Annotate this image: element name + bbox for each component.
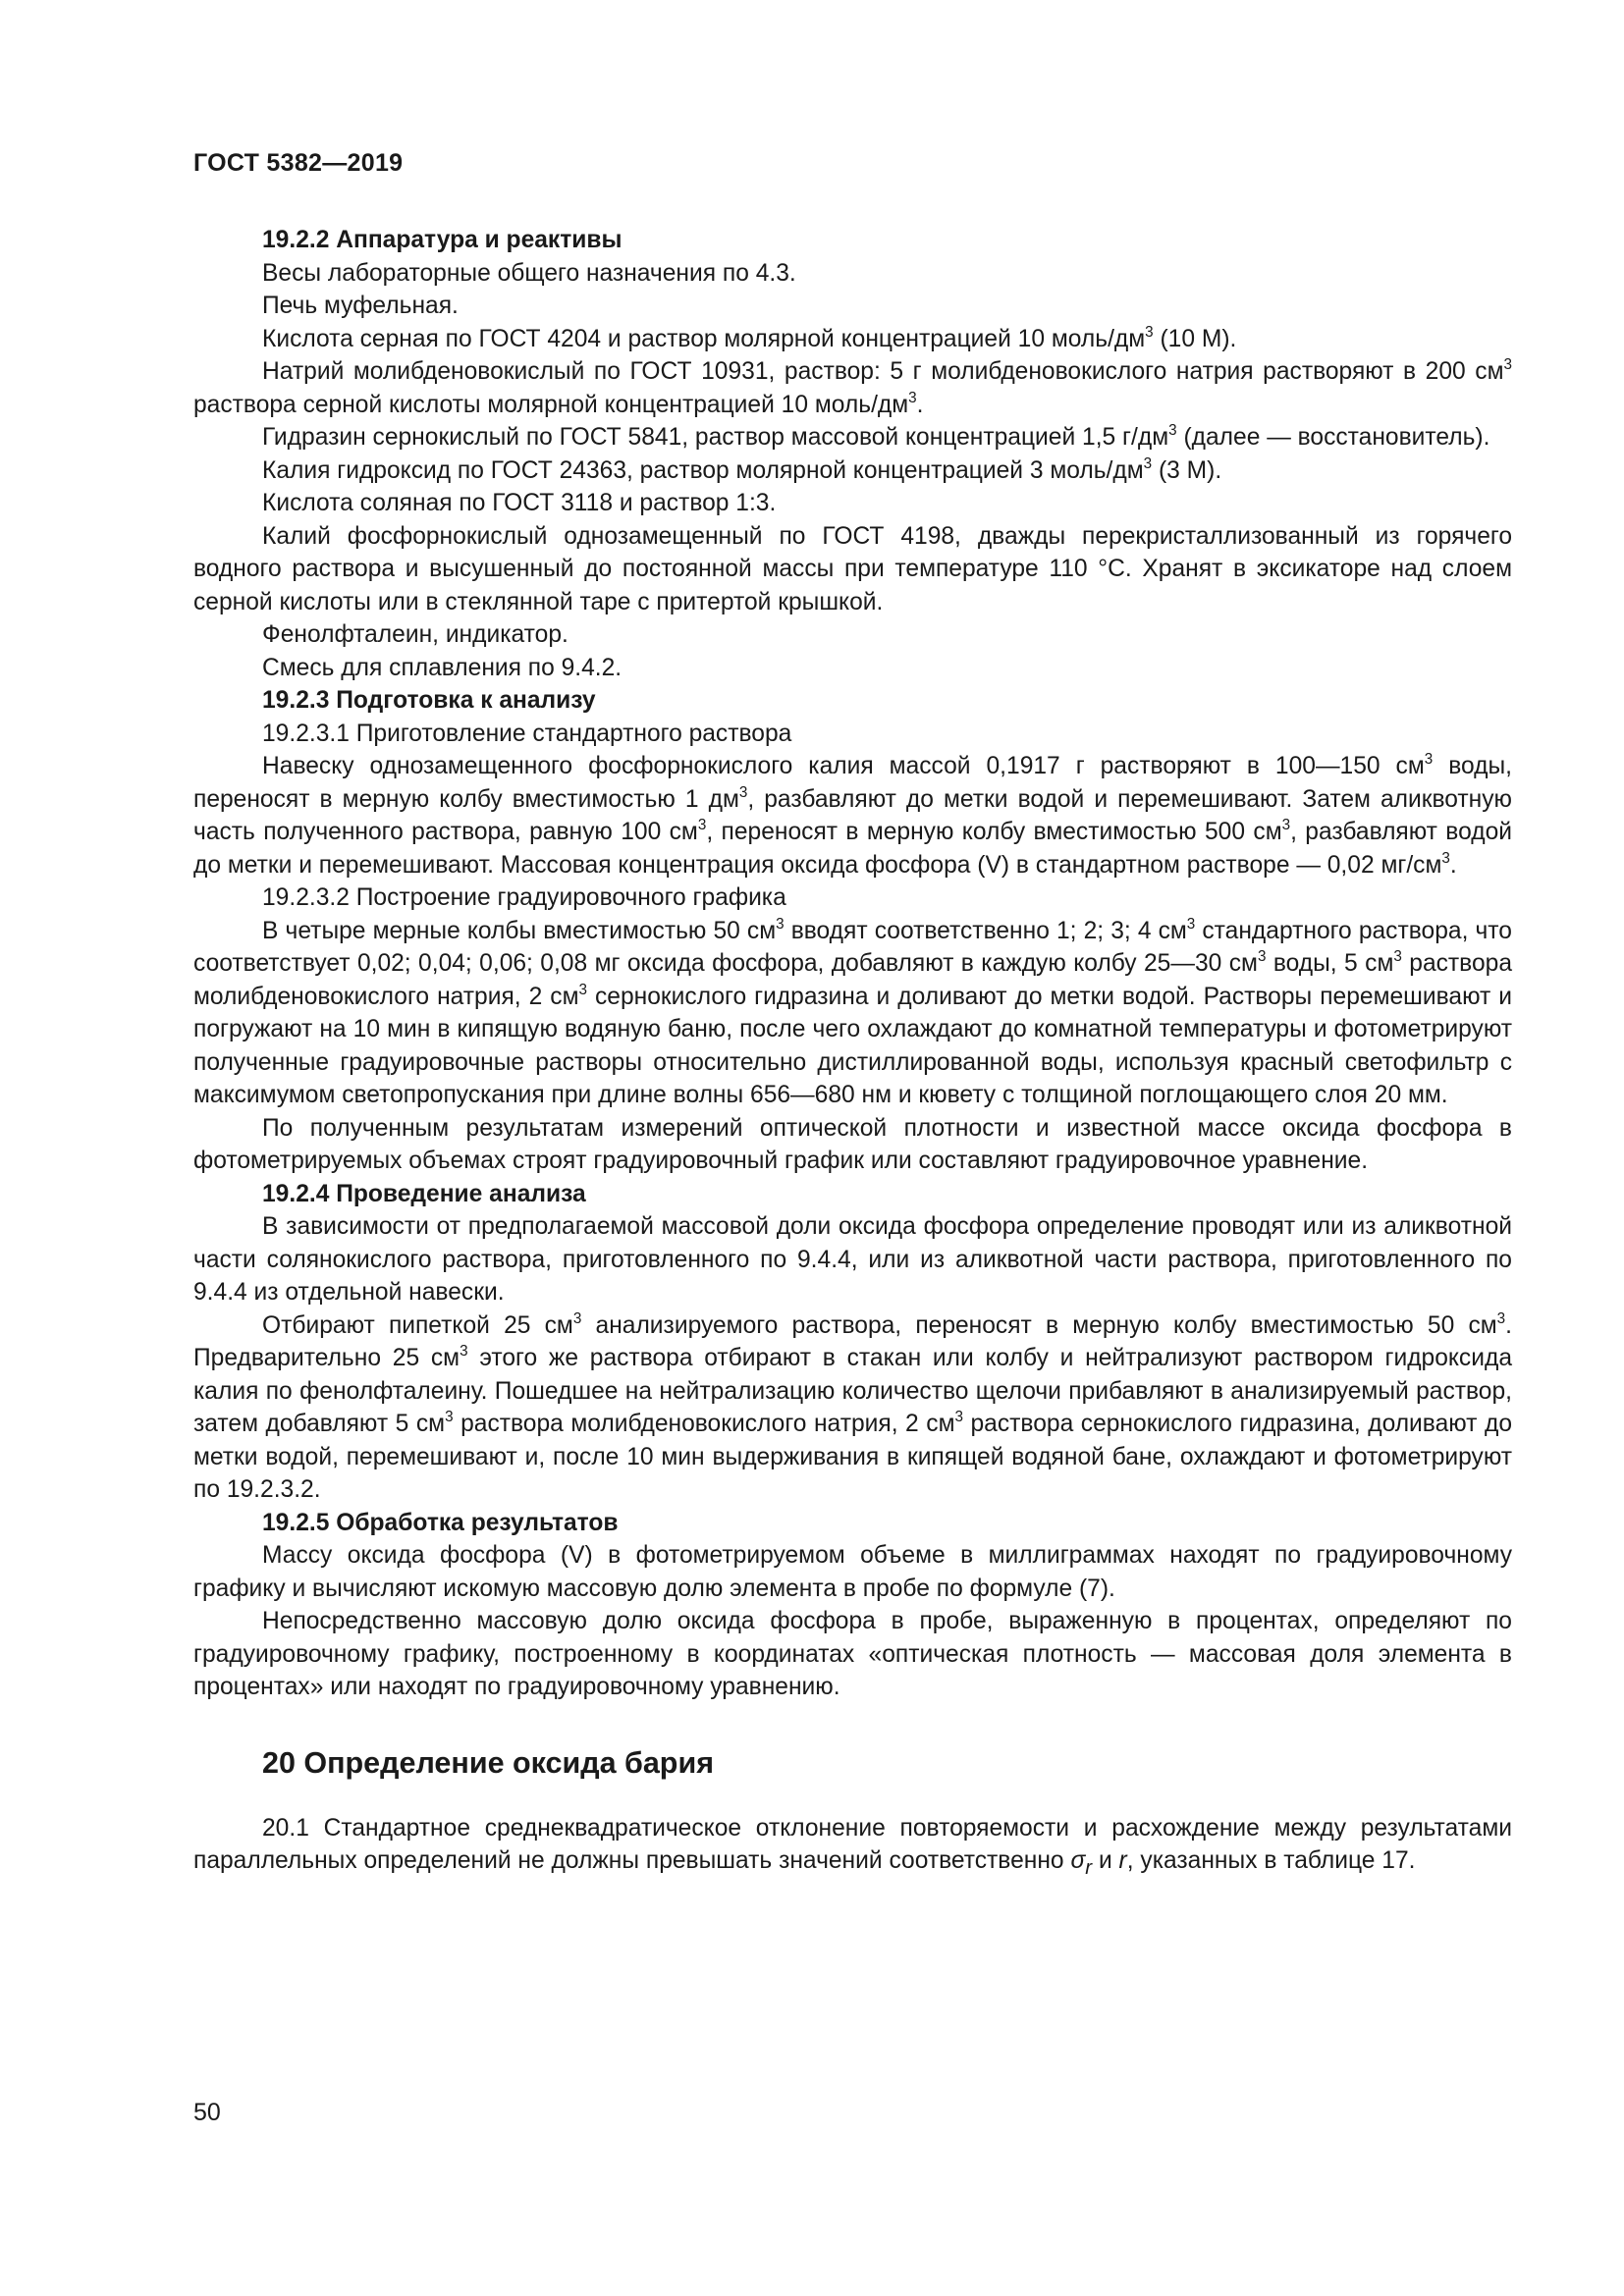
section-heading: 19.2.2 Аппаратура и реактивы — [262, 227, 623, 253]
section-heading: 19.2.5 Обработка результатов — [262, 1509, 619, 1536]
superscript: 3 — [445, 1409, 454, 1426]
text-run: , разбавляют водой до метки и перемешивают. Массовая концентрация оксида фосфора (V) в стандартном растворе — 0,02 мг/см — [193, 819, 1512, 879]
text-run: анализируемого раствора, переносят в мерную колбу вместимостью 50 см — [581, 1311, 1497, 1339]
subsection-title: 19.2.3.2 Построение градуировочного графика — [262, 884, 786, 911]
paragraph — [193, 1309, 1512, 1507]
text-run: 20.1 Стандартное среднеквадратическое отклонение повторяемости и расхождение между результатами параллельных определений не должны превышать значений соответственно — [193, 1814, 1512, 1874]
paragraph: В зависимости от предполагаемой массовой доли оксида фосфора определение проводят или из аликвотной части солянокислого раствора, приготовленного по 9.4.4, или из аликвотной части раствора, приготовленного по 9.4.4 из отдельной навески. — [193, 1213, 1512, 1306]
section-heading: 19.2.4 Проведение анализа — [262, 1180, 586, 1207]
text-run: Отбирают пипеткой 25 см — [262, 1311, 573, 1339]
paragraph — [193, 915, 1512, 1112]
text-run: , разбавляют до метки водой и перемешивают. Затем аликвотную часть полученного раствора, равную 100 см — [193, 785, 1513, 845]
text-run: раствора сернокислого гидразина, доливают до метки водой, перемешивают и, после 10 мин выдерживания в кипящей водяной бане, охлаждают и фотометрируют по 19.2.3.2. — [193, 1411, 1512, 1503]
text-run: воды, переносят в мерную колбу вместимостью 1 дм — [193, 753, 1512, 813]
paragraph — [193, 355, 1512, 421]
text-run: сернокислого гидразина и доливают до метки водой. Растворы перемешивают и погружают на 10 мин в кипящую водяную баню, после чего охлаждают до комнатной температуры и фотометрируют полученные градуировочные растворы относительно дистиллированной воды, используя красный светофильтр с максимумом светопропускания при длине волны 656—680 нм и кювету с толщиной поглощающего слоя 20 мм. — [193, 983, 1512, 1108]
r-symbol: r — [1118, 1847, 1127, 1874]
superscript: 3 — [1145, 323, 1154, 341]
text-run: . — [1449, 851, 1457, 879]
text-run: . — [916, 391, 924, 418]
superscript: 3 — [1441, 849, 1450, 867]
text-run: стандартного раствора, что соответствует 0,02; 0,04; 0,06; 0,08 мг оксида фосфора, добавляют в каждую колбу 25—30 см — [193, 917, 1512, 977]
section-heading: 19.2.3 Подготовка к анализу — [262, 687, 596, 714]
text-run: , переносят в мерную колбу вместимостью 500 см — [706, 819, 1282, 845]
text-run: (3 М). — [1152, 456, 1222, 484]
text-run: воды, 5 см — [1266, 950, 1394, 977]
text-run: раствора серной кислоты молярной концентрацией 10 моль/дм — [193, 391, 909, 418]
paragraph — [193, 454, 1512, 488]
paragraph: Массу оксида фосфора (V) в фотометрируемом объеме в миллиграммах находят по градуировочному графику и вычисляют искомую массовую долю элемента в пробе по формуле (7). — [193, 1542, 1512, 1602]
superscript: 3 — [1393, 948, 1402, 966]
paragraph: По полученным результатам измерений оптической плотности и известной массе оксида фосфора в фотометрируемых объемах строят градуировочный график или составляют градуировочное уравнение. — [193, 1114, 1512, 1174]
paragraph: Фенолфталеин, индикатор. — [262, 621, 568, 648]
superscript: 3 — [1281, 817, 1291, 834]
paragraph: Печь муфельная. — [262, 293, 459, 319]
paragraph: Калий фосфорнокислый однозамещенный по ГОСТ 4198, дважды перекристаллизованный из горячего водного раствора и высушенный до постоянной массы при температуре 110 °С. Хранят в эксикаторе над слоем серной кислоты или в стеклянной таре с притертой крышкой. — [193, 522, 1512, 615]
paragraph — [193, 323, 1512, 356]
chapter-heading: 20 Определение оксида бария — [262, 1745, 714, 1780]
text-run: , указанных в таблице 17. — [1126, 1847, 1416, 1874]
text-run: Натрий молибденовокислый по ГОСТ 10931, раствор: 5 г молибденовокислого натрия растворяют в 200 см — [262, 358, 1504, 385]
text-run: этого же раствора отбирают в стакан или колбу и нейтрализуют раствором гидроксида калия по фенолфталеину. Пошедшее на нейтрализацию количество щелочи прибавляют в анализируемый раствор, затем добавляют 5 см — [193, 1345, 1512, 1437]
text-run: раствора молибденовокислого натрия, 2 см — [453, 1411, 955, 1437]
superscript: 3 — [1168, 422, 1177, 440]
superscript: 3 — [908, 389, 917, 406]
text-run: и — [1092, 1847, 1119, 1874]
sigma-symbol — [1070, 1847, 1093, 1879]
paragraph — [193, 421, 1512, 454]
text-run: (далее — восстановитель). — [1176, 424, 1490, 451]
paragraph: Непосредственно массовую долю оксида фосфора в пробе, выраженную в процентах, определяют по градуировочному графику, построенному в координатах «оптическая плотность — массовая доля элемента в процентах» или находят по градуировочному уравнению. — [193, 1608, 1512, 1700]
paragraph — [193, 1812, 1512, 1885]
superscript: 3 — [1257, 948, 1267, 966]
text-run: . Предварительно 25 см — [193, 1311, 1512, 1371]
text-run: Навеску однозамещенного фосфорнокислого калия массой 0,1917 г растворяют в 100—150 см — [262, 753, 1425, 779]
text-run: Гидразин сернокислый по ГОСТ 5841, раствор массовой концентрацией 1,5 г/дм — [262, 424, 1169, 451]
superscript: 3 — [776, 915, 785, 933]
subscript: r — [1085, 1855, 1093, 1879]
superscript: 3 — [572, 1309, 582, 1327]
text-run: вводят соответственно 1; 2; 3; 4 см — [784, 917, 1187, 944]
paragraph: Смесь для сплавления по 9.4.2. — [262, 654, 623, 681]
paragraph: Весы лабораторные общего назначения по 4.3. — [262, 259, 796, 287]
superscript: 3 — [697, 817, 707, 834]
paragraph: Кислота соляная по ГОСТ 3118 и раствор 1:3. — [262, 490, 777, 516]
document-header: ГОСТ 5382—2019 — [193, 149, 404, 177]
superscript: 3 — [1424, 751, 1434, 769]
superscript: 3 — [738, 783, 748, 801]
superscript: 3 — [954, 1409, 963, 1426]
paragraph — [193, 750, 1512, 881]
page-number: 50 — [193, 2099, 221, 2126]
superscript: 3 — [1186, 915, 1196, 933]
superscript: 3 — [578, 981, 587, 998]
text-run: (10 М). — [1153, 325, 1237, 352]
sigma-char: σ — [1070, 1847, 1086, 1874]
superscript: 3 — [1143, 454, 1153, 472]
superscript: 3 — [1496, 1309, 1506, 1327]
text-run: Кислота серная по ГОСТ 4204 и раствор молярной концентрацией 10 моль/дм — [262, 325, 1146, 352]
page-body — [193, 224, 1512, 1884]
text-run: В четыре мерные колбы вместимостью 50 см — [262, 917, 777, 944]
text-run: раствора молибденовокислого натрия, 2 см — [193, 950, 1513, 1010]
superscript: 3 — [460, 1343, 468, 1361]
superscript: 3 — [1503, 356, 1512, 374]
subsection-title: 19.2.3.1 Приготовление стандартного раствора — [262, 720, 792, 747]
text-run: Калия гидроксид по ГОСТ 24363, раствор молярной концентрацией 3 моль/дм — [262, 456, 1144, 484]
